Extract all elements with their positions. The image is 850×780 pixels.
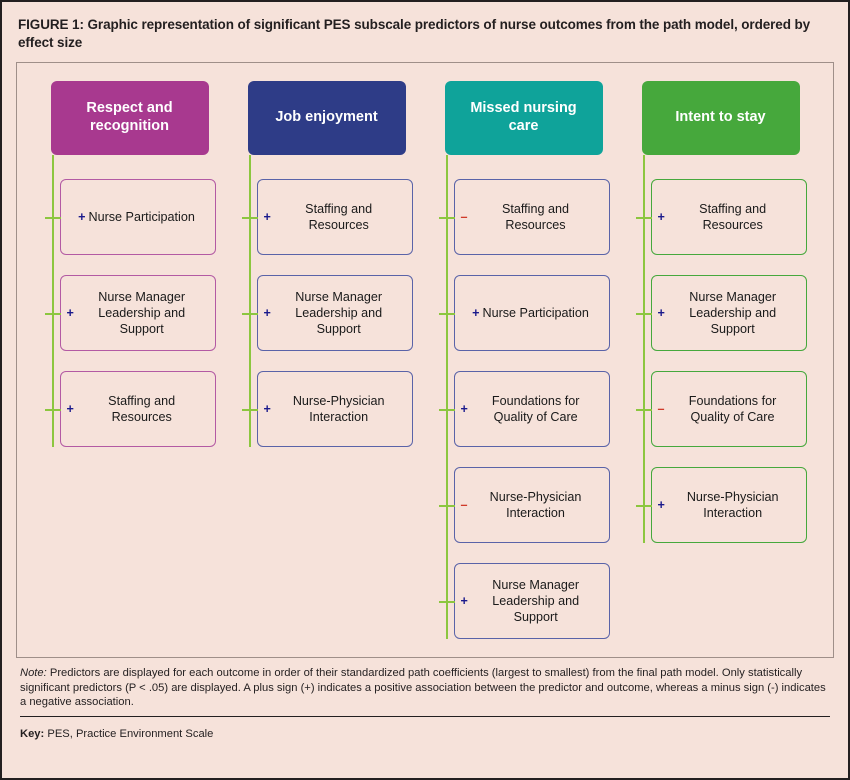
predictor-label: Foundations for Quality of Care <box>491 393 580 425</box>
predictor-node <box>651 467 807 543</box>
column-header-respect-and-recognition: Respect and recognition <box>51 81 209 155</box>
predictor-node <box>651 275 807 351</box>
predictor-label: Nurse-Physician Interaction <box>489 489 582 521</box>
figure-title-text: Graphic representation of significant PES subscale predictors of nurse outcomes from the path model, ordered by effect size <box>18 17 811 51</box>
footnote-divider <box>20 716 830 717</box>
predictor-node <box>60 275 216 351</box>
sign-indicator: + <box>657 305 665 320</box>
predictor-node <box>651 179 807 255</box>
predictor-node <box>454 467 610 543</box>
predictor-node <box>454 275 610 351</box>
predictor-node <box>60 179 216 255</box>
figure-footnotes <box>16 666 834 741</box>
predictor-label: Nurse Manager Leadership and Support <box>98 289 186 337</box>
key-body: PES, Practice Environment Scale <box>44 727 214 740</box>
predictor-label: Nurse-Physician Interaction <box>292 393 385 425</box>
column-header-intent-to-stay: Intent to stay <box>642 81 800 155</box>
sign-indicator: + <box>263 305 271 320</box>
column-missed-nursing-care <box>438 81 610 659</box>
figure-key <box>20 727 830 742</box>
sign-indicator: + <box>263 209 271 224</box>
predictor-node <box>257 179 413 255</box>
predictor-label: Nurse Manager Leadership and Support <box>295 289 383 337</box>
column-children-intent-to-stay <box>635 179 807 543</box>
predictor-label: Staffing and Resources <box>108 393 176 425</box>
column-header-job-enjoyment: Job enjoyment <box>248 81 406 155</box>
sign-indicator: + <box>263 401 271 416</box>
predictor-node <box>651 371 807 447</box>
sign-indicator: + <box>460 401 468 416</box>
sign-indicator: + <box>472 305 480 320</box>
sign-indicator: + <box>657 209 665 224</box>
figure-label: FIGURE 1: <box>18 17 84 32</box>
predictor-label: Staffing and Resources <box>305 201 373 233</box>
predictor-label: Staffing and Resources <box>502 201 569 233</box>
column-children-respect-and-recognition <box>44 179 216 447</box>
figure-note <box>20 666 830 710</box>
sign-indicator: + <box>78 209 86 224</box>
column-job-enjoyment <box>241 81 413 467</box>
note-label: Note: <box>20 667 47 680</box>
predictor-node <box>257 371 413 447</box>
sign-indicator: – <box>460 497 468 512</box>
predictor-node <box>454 563 610 639</box>
predictor-label: Nurse-Physician Interaction <box>686 489 779 521</box>
sign-indicator: – <box>460 209 468 224</box>
sign-indicator: + <box>460 593 468 608</box>
predictor-label: Nurse Participation <box>482 305 589 320</box>
predictor-node <box>454 371 610 447</box>
note-body: Predictors are displayed for each outcome in order of their standardized path coefficients (largest to smallest) from the final path model. Only statistically significant predictors (P < .05) are displayed. A plus sign (+) indicates a positive association between the predictor and outcome, whereas a minus sign (-) indicates a negative association. <box>20 667 826 709</box>
diagram-panel <box>16 62 834 658</box>
column-respect-and-recognition <box>44 81 216 467</box>
predictor-label: Nurse Participation <box>88 209 195 224</box>
column-children-job-enjoyment <box>241 179 413 447</box>
figure-title <box>18 16 832 52</box>
predictor-node <box>257 275 413 351</box>
sign-indicator: + <box>66 305 74 320</box>
sign-indicator: + <box>66 401 74 416</box>
predictor-node <box>454 179 610 255</box>
predictor-node <box>60 371 216 447</box>
column-children-missed-nursing-care <box>438 179 610 639</box>
key-label: Key: <box>20 727 45 740</box>
column-header-missed-nursing-care: Missed nursing care <box>445 81 603 155</box>
sign-indicator: – <box>657 401 665 416</box>
column-intent-to-stay <box>635 81 807 563</box>
predictor-label: Foundations for Quality of Care <box>688 393 777 425</box>
sign-indicator: + <box>657 497 665 512</box>
predictor-label: Staffing and Resources <box>699 201 767 233</box>
diagram-columns <box>17 63 833 657</box>
predictor-label: Nurse Manager Leadership and Support <box>492 577 580 625</box>
predictor-label: Nurse Manager Leadership and Support <box>689 289 777 337</box>
